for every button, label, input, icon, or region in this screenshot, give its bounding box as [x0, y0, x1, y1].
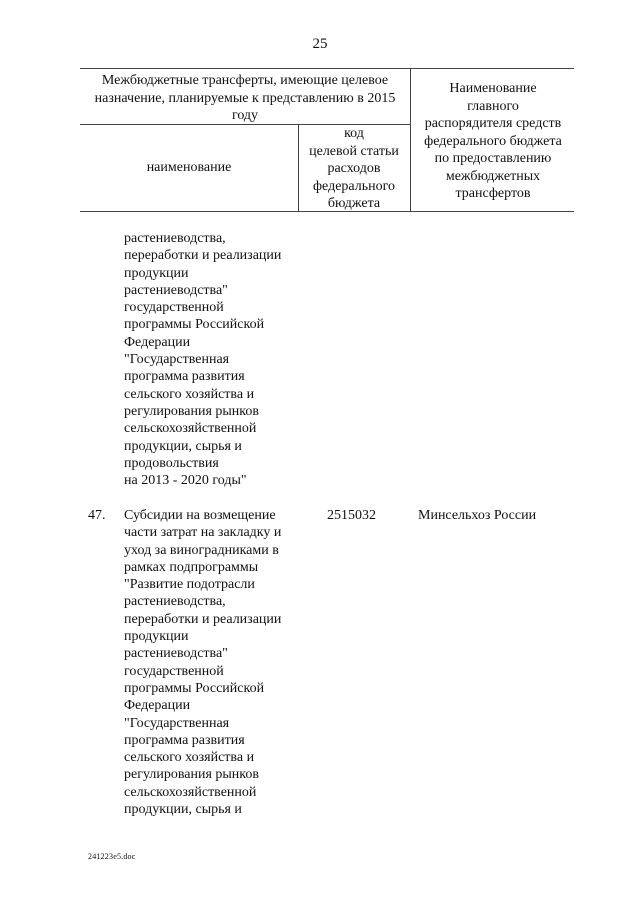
continuation-cell: растениеводства, переработки и реализации продукции растениеводства" государственной программы Российской Федерации "Государственная программа развития сельского хозяйства и регулирования рынков сельскохозяйственной продукции, сырья и продовольствия на 2013 - 2020 годы"	[124, 231, 282, 489]
table-top-rule	[80, 68, 574, 69]
header-divider-admin	[410, 68, 411, 211]
row-name: Субсидии на возмещение части затрат на закладку и уход за виноградниками в рамках подпрограммы "Развитие подотрасли растениеводства, переработки и реализации продукции растениеводства" государственной программы Российской Федерации "Государственная программа развития сельского хозяйства и регулирования рынков сельскохозяйственной продукции, сырья и	[124, 508, 282, 818]
row-admin: Минсельхоз России	[418, 508, 537, 523]
row-code: 2515032	[327, 508, 376, 523]
row-number: 47.	[88, 508, 106, 523]
page-number: 25	[312, 36, 328, 52]
header-col-code: код целевой статьи расходов федерального бюджета	[309, 126, 399, 211]
header-group-title: Межбюджетные трансферты, имеющие целевое назначение, планируемые к представлению в 2015 году	[94, 73, 396, 123]
header-col-name: наименование	[146, 160, 232, 175]
footer-doc-id: 241223e5.doc	[88, 852, 136, 861]
header-divider-code	[298, 124, 299, 211]
header-col-admin: Наименование главного распорядителя средств федерального бюджета по предоставлению межбюджетных трансфертов	[424, 81, 562, 201]
